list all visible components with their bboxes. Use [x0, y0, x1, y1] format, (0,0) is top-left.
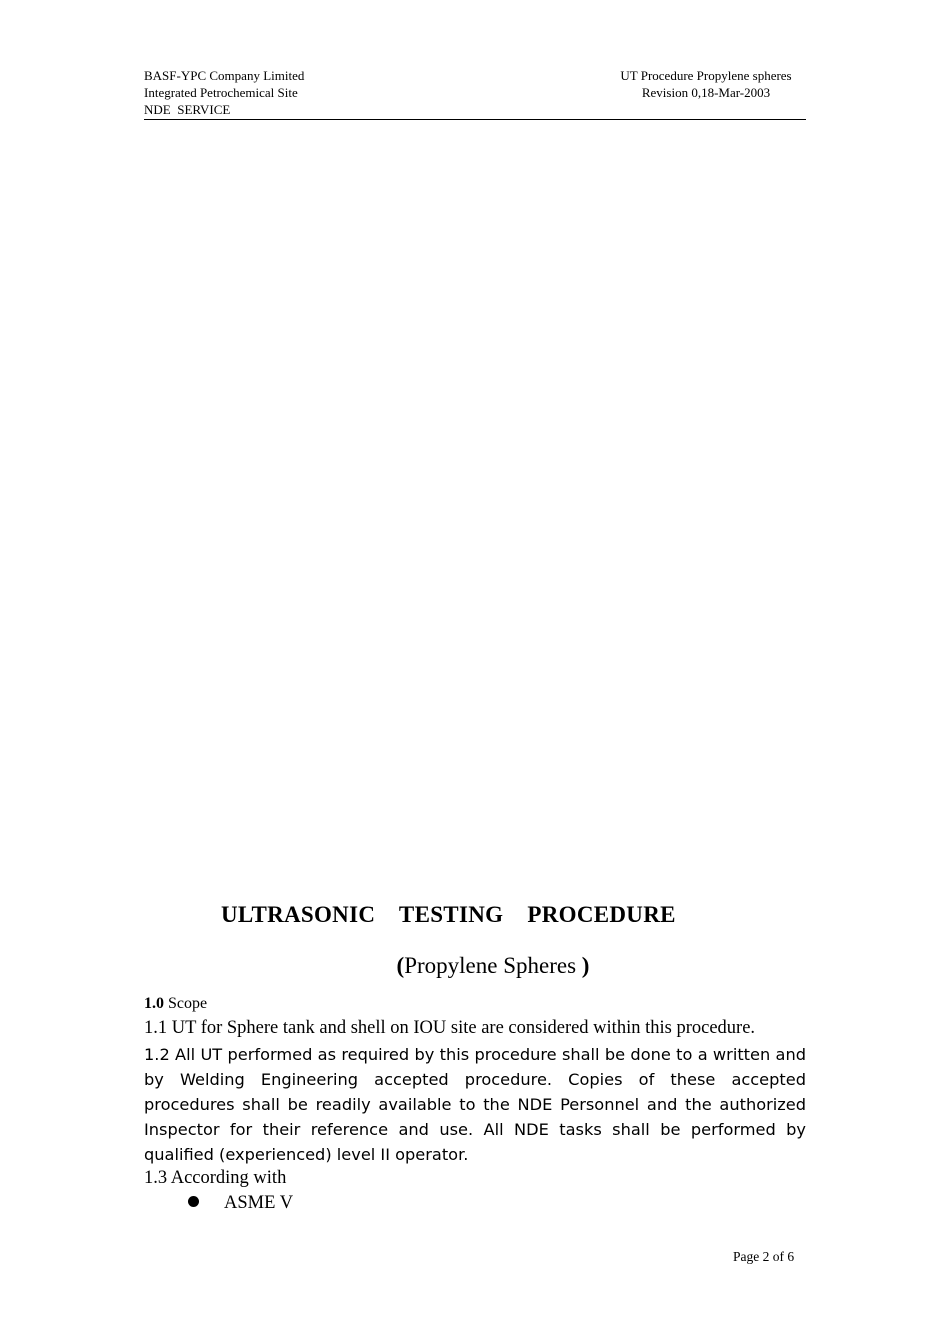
header-company: BASF-YPC Company Limited — [144, 68, 305, 83]
header-divider — [144, 119, 806, 120]
paragraph-1-1: 1.1 UT for Sphere tank and shell on IOU site are considered within this procedure. — [144, 1018, 756, 1038]
subtitle-close-paren: ) — [581, 953, 590, 978]
page-number: Page 2 of 6 — [733, 1249, 795, 1264]
list-item — [188, 1193, 293, 1214]
subtitle-text: Propylene Spheres — [404, 953, 582, 978]
header-revision: Revision 0,18-Mar-2003 — [641, 85, 771, 100]
list-item-text: ASME V — [224, 1193, 294, 1213]
bullet-dot-icon — [188, 1196, 199, 1207]
header-left — [144, 67, 304, 118]
section-heading-scope — [144, 995, 207, 1013]
header-document-title: UT Procedure Propylene spheres — [620, 68, 792, 83]
section-number: 1.0 — [144, 995, 164, 1012]
paragraph-1-3: 1.3 According with — [144, 1168, 287, 1188]
header-right — [606, 67, 806, 101]
paragraph-1-2: 1.2 All UT performed as required by this procedure shall be done to a written and by Welding Engineering accepted procedure. Copies of these accepted procedures shall be readily available to the NDE Personnel and the authorized Inspector for their reference and use. All NDE tasks shall be performed by qualified (experienced) level II operator. — [144, 1045, 806, 1164]
header-site: Integrated Petrochemical Site — [144, 85, 298, 100]
header-service: NDE SERVICE — [144, 102, 231, 117]
document-subtitle — [0, 953, 950, 979]
subtitle-open-paren: ( — [396, 953, 405, 978]
section-name: Scope — [164, 995, 208, 1012]
document-title: ULTRASONIC TESTING PROCEDURE — [221, 902, 676, 927]
